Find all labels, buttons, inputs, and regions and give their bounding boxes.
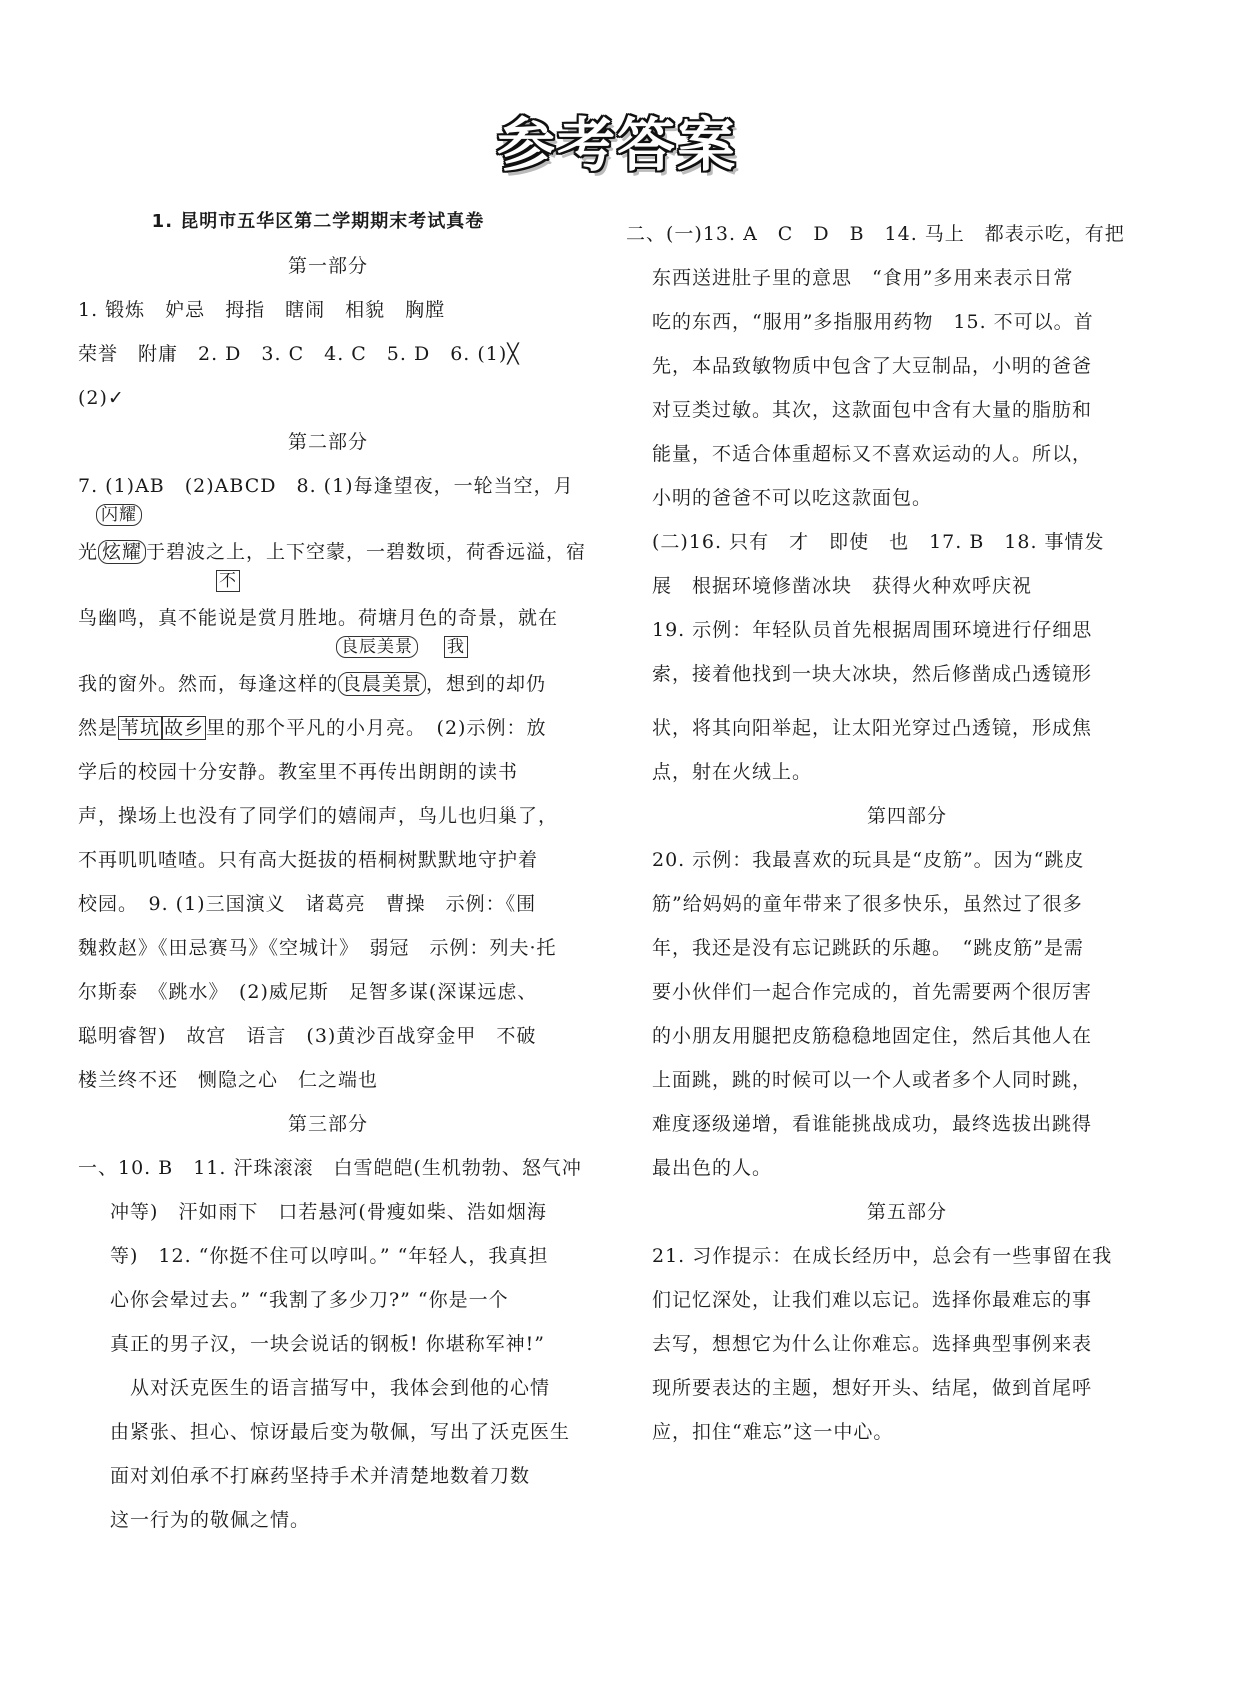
q19-line-1: 19. 示例：年轻队员首先根据周围环境进行仔细思 xyxy=(652,619,1093,641)
q10-line-1: 一、10. B 11. 汗珠滚滚 白雪皑皑(生机勃勃、怒气冲 xyxy=(78,1157,582,1179)
q1-line-3: (2)✓ xyxy=(78,387,125,409)
correction-bu: 不 xyxy=(216,570,240,592)
part4-heading: 第四部分 xyxy=(866,805,947,827)
left-column xyxy=(78,200,587,1542)
circled-xuanyao: 炫耀 xyxy=(98,540,146,564)
q20-line-3: 年，我还是没有忘记跳跃的乐趣。 “跳皮筋”是需 xyxy=(652,937,1084,959)
q10-line-6: 从对沃克医生的语言描写中，我体会到他的心情 xyxy=(110,1377,551,1399)
q8-l4-mid: ， xyxy=(426,673,447,695)
page-title: 参考答案 xyxy=(496,111,737,179)
q8-line-6: 学后的校园十分安静。教室里不再传出朗朗的读书 xyxy=(78,761,519,783)
q10-line-5: 真正的男子汉，一块会说话的钢板! 你堪称军神!” xyxy=(110,1333,546,1355)
q19-line-2: 索，接着他找到一块大冰块，然后修凿成凸透镜形 xyxy=(652,663,1093,685)
q8-l4-pre: 我的窗外。然而，每逢这样的 xyxy=(78,673,339,695)
q9-line-3: 尔斯泰 《跳水》 (2)威尼斯 足智多谋(深谋远虑、 xyxy=(78,981,538,1003)
q21-line-3: 去写，想想它为什么让你难忘。选择典型事例来表 xyxy=(652,1333,1093,1355)
q8-l3-pre: 鸟幽鸣，真不能 xyxy=(78,607,219,629)
q8-line-5 xyxy=(78,706,578,750)
q8-l2-post: 于碧波之上，上下空蒙，一碧数顷，荷香远溢，宿 xyxy=(146,541,587,563)
q13-line-4: 先，本品致敏物质中包含了大豆制品，小明的爸爸 xyxy=(652,355,1093,377)
circled-liangchen: 良晨美景 xyxy=(338,672,426,696)
correction-shanyao: 闪耀 xyxy=(96,504,142,526)
q1-line-2: 荣誉 附庸 2. D 3. C 4. C 5. D 6. (1)╳ xyxy=(78,343,520,365)
q9-line-1: 校园。 9. (1)三国演义 诸葛亮 曹操 示例：《围 xyxy=(78,893,537,915)
q10-line-7: 由紧张、担心、惊讶最后变为敬佩，写出了沃克医生 xyxy=(110,1421,571,1443)
q9-line-5: 楼兰终不还 恻隐之心 仁之端也 xyxy=(78,1069,379,1091)
q10-line-3: 等) 12. “你挺不住可以哼叫。” “年轻人，我真担 xyxy=(110,1245,549,1267)
right-column xyxy=(626,212,1162,1454)
q13-line-7: 小明的爸爸不可以吃这款面包。 xyxy=(652,487,933,509)
q8-line-2 xyxy=(78,505,587,574)
q8-line-8: 不再叽叽喳喳。只有高大挺拔的梧桐树默默地守护着 xyxy=(78,849,539,871)
q9-line-4: 聪明睿智) 故宫 语言 (3)黄沙百战穿金甲 不破 xyxy=(78,1025,537,1047)
q16-line-2: 展 根据环境修凿冰块 获得火种欢呼庆祝 xyxy=(652,575,1033,597)
part3-heading: 第三部分 xyxy=(287,1113,368,1135)
q13-line-2: 东西送进肚子里的意思 “食用”多用来表示日常 xyxy=(652,267,1074,289)
q20-line-5: 的小朋友用腿把皮筋稳稳地固定住，然后其他人在 xyxy=(652,1025,1093,1047)
q20-line-6: 上面跳，跳的时候可以一个人或者多个人同时跳， xyxy=(652,1069,1093,1091)
q21-line-1: 21. 习作提示：在成长经历中，总会有一些事留在我 xyxy=(652,1245,1113,1267)
q1-line-1: 1. 锻炼 妒忌 拇指 瞎闹 相貌 胸膛 xyxy=(78,299,446,321)
part2-heading: 第二部分 xyxy=(287,431,368,453)
q13-line-5: 对豆类过敏。其次，这款面包中含有大量的脂肪和 xyxy=(652,399,1093,421)
q10-line-4: 心你会晕过去。” “我割了多少刀?” “你是一个 xyxy=(110,1289,509,1311)
q8-l5-pre: 然是 xyxy=(78,717,119,739)
part5-heading: 第五部分 xyxy=(866,1201,947,1223)
boxed-weikeng: 苇坑 xyxy=(120,717,161,739)
q10-line-2: 冲等) 汗如雨下 口若悬河(骨瘦如柴、浩如烟海 xyxy=(110,1201,547,1223)
q13-line-6: 能量，不适合体重超标又不喜欢运动的人。所以， xyxy=(652,443,1093,465)
correction-liangchen: 良辰美景 xyxy=(336,636,418,658)
q8-l4-post: 想到的却仍 xyxy=(446,673,547,695)
correction-wo: 我 xyxy=(444,636,468,658)
q21-line-2: 们记忆深处，让我们难以忘记。选择你最难忘的事 xyxy=(652,1289,1093,1311)
part1-heading: 第一部分 xyxy=(287,255,368,277)
boxed-guxiang: 故乡 xyxy=(164,717,205,739)
q8-line-4 xyxy=(78,637,578,706)
q21-line-5: 应，扣住“难忘”这一中心。 xyxy=(652,1421,894,1443)
q8-line-7: 声，操场上也没有了同学们的嬉闹声，鸟儿也归巢了， xyxy=(78,805,559,827)
q20-line-1: 20. 示例：我最喜欢的玩具是“皮筋”。因为“跳皮 xyxy=(652,849,1085,871)
q8-l3-post: 说是赏月胜地。荷塘月色的奇景，就在 xyxy=(218,607,559,629)
q16-line-1: (二)16. 只有 才 即使 也 17. B 18. 事情发 xyxy=(652,531,1105,553)
q10-line-8: 面对刘伯承不打麻药坚持手术并清楚地数着刀数 xyxy=(110,1465,531,1487)
q7-line: 7. (1)AB (2)ABCD 8. (1)每逢望夜，一轮当空，月 xyxy=(78,475,574,497)
q21-line-4: 现所要表达的主题，想好开头、结尾，做到首尾呼 xyxy=(652,1377,1093,1399)
q20-line-2: 筋”给妈妈的童年带来了很多快乐，虽然过了很多 xyxy=(652,893,1083,915)
q10-line-9: 这一行为的敬佩之情。 xyxy=(110,1509,311,1531)
q9-line-2: 魏救赵》《田忌赛马》《空城计》 弱冠 示例：列夫·托 xyxy=(78,937,557,959)
q13-line-3: 吃的东西，“服用”多指服用药物 15. 不可以。首 xyxy=(652,311,1094,333)
q19-line-4: 点，射在火绒上。 xyxy=(652,761,813,783)
q20-line-8: 最出色的人。 xyxy=(652,1157,773,1179)
q19-line-3: 状，将其向阳举起，让太阳光穿过凸透镜，形成焦 xyxy=(652,717,1093,739)
q20-line-7: 难度逐级递增，看谁能挑战成功，最终选拔出跳得 xyxy=(652,1113,1093,1135)
q8-l2-pre: 光 xyxy=(78,541,99,563)
exam-title: 1. 昆明市五华区第二学期期末考试真卷 xyxy=(151,211,485,232)
q13-line-1: 二、(一)13. A C D B 14. 马上 都表示吃，有把 xyxy=(626,223,1125,245)
q8-l5-post: 里的那个平凡的小月亮。 (2)示例：放 xyxy=(206,717,547,739)
q8-line-3 xyxy=(78,571,578,640)
q20-line-4: 要小伙伴们一起合作完成的，首先需要两个很厉害 xyxy=(652,981,1093,1003)
